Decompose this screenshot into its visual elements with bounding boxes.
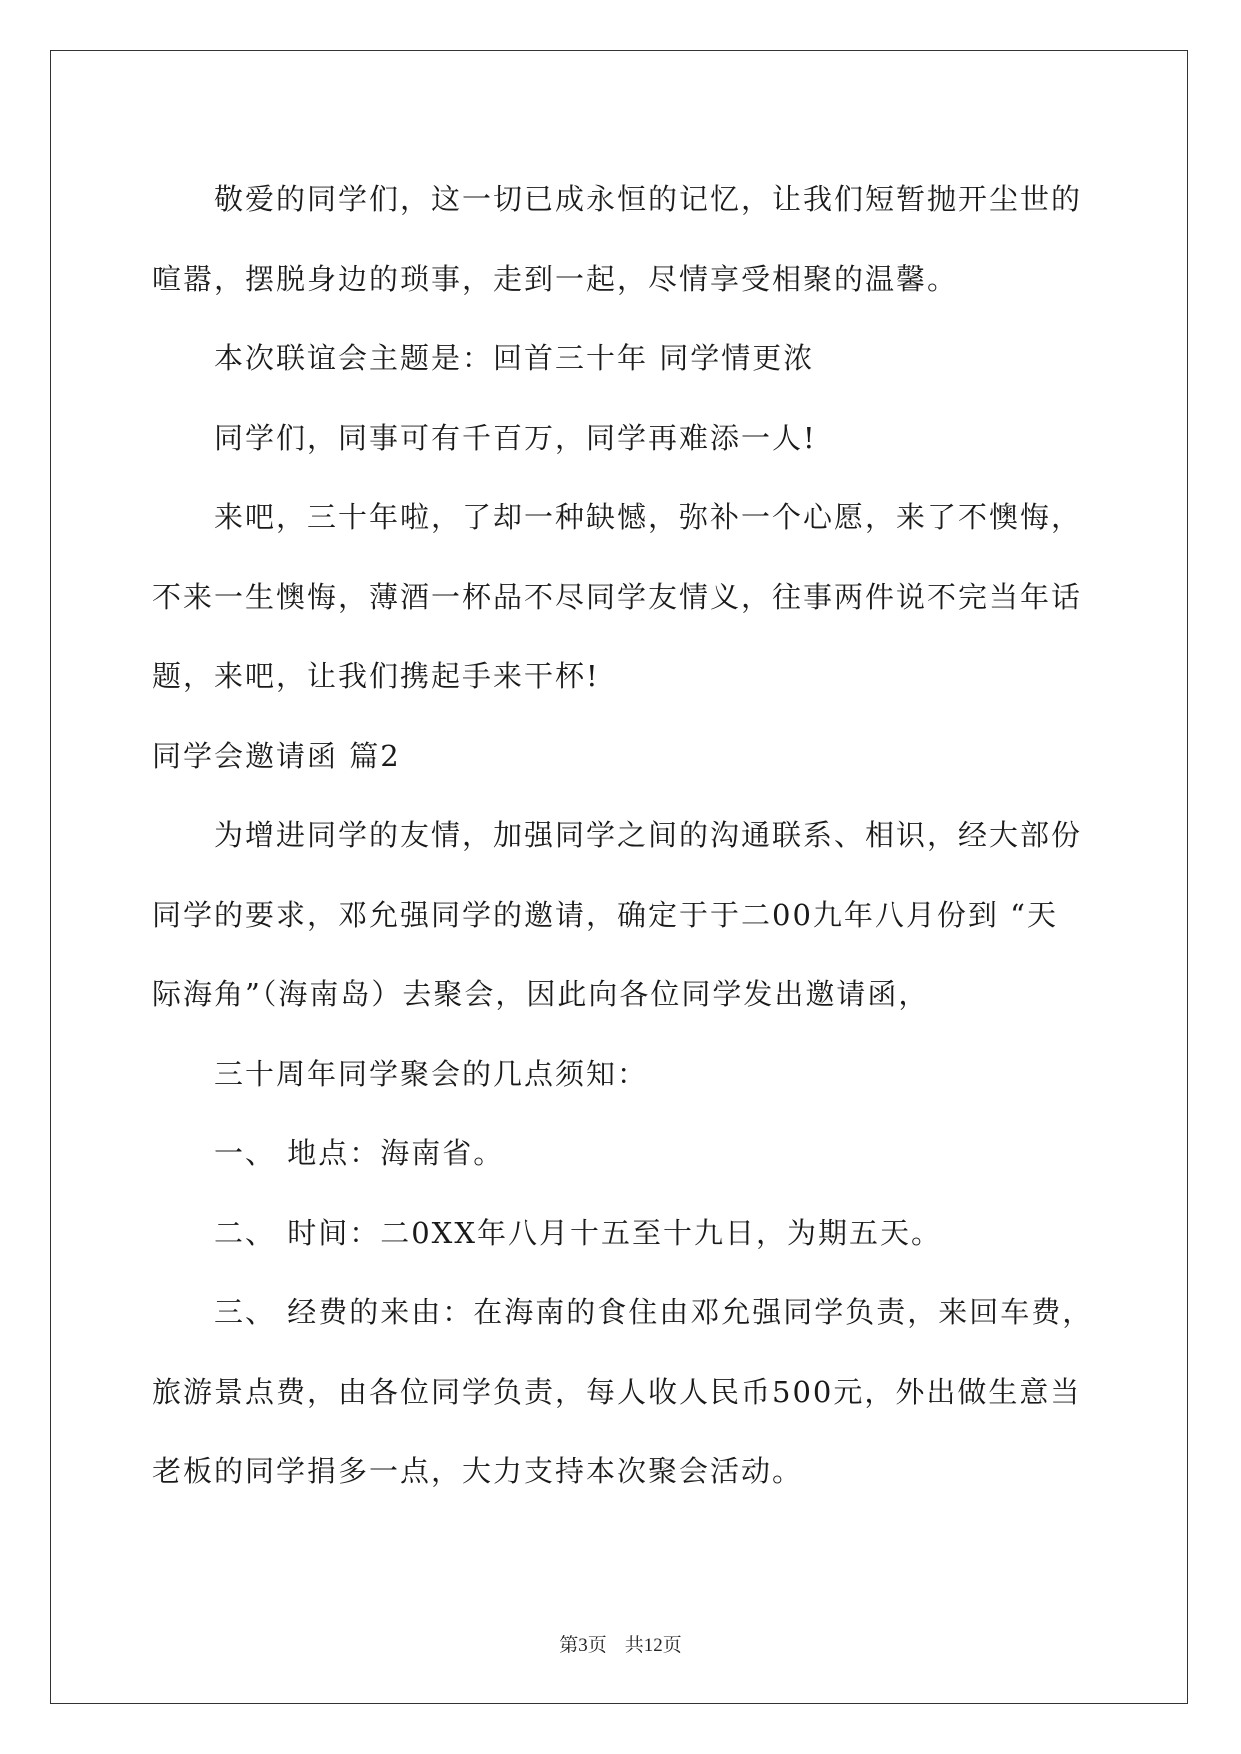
page-number-total: 共12页 — [624, 1635, 682, 1656]
section-heading: 同学会邀请函 篇2 — [152, 738, 401, 773]
paragraph-line: 同学的要求，邓允强同学的邀请，确定于于二00九年八月份到 “天 — [152, 897, 1058, 932]
paragraph-line: 同学们，同事可有千百万，同学再难添一人! — [214, 420, 817, 455]
paragraph-line: 喧嚣，摆脱身边的琐事，走到一起，尽情享受相聚的温馨。 — [152, 261, 959, 296]
theme-line: 本次联谊会主题是：回首三十年 同学情更浓 — [214, 341, 815, 375]
list-item-location: 一、 地点：海南省。 — [214, 1136, 505, 1170]
paragraph-line: 老板的同学捐多一点，大力支持本次聚会活动。 — [152, 1454, 804, 1488]
paragraph-line: 际海角”（海南岛）去聚会，因此向各位同学发出邀请函， — [152, 977, 930, 1011]
page-footer — [0, 1630, 1241, 1657]
paragraph-line: 为增进同学的友情，加强同学之间的沟通联系、相识，经大部份 — [214, 818, 1083, 852]
page-number-current: 第3页 — [559, 1635, 607, 1656]
document-body — [152, 160, 1092, 1512]
paragraph-line: 不来一生懊悔，薄酒一杯品不尽同学友情义，往事两件说不完当年话 — [152, 579, 1083, 614]
notice-heading: 三十周年同学聚会的几点须知： — [214, 1056, 649, 1091]
paragraph-line: 来吧，三十年啦，了却一种缺憾，弥补一个心愿，来了不懊悔， — [214, 500, 1083, 534]
paragraph-line: 敬爱的同学们，这一切已成永恒的记忆，让我们短暂抛开尘世的 — [214, 182, 1083, 216]
list-item-time: 二、 时间：二0XX年八月十五至十九日，为期五天。 — [214, 1215, 942, 1250]
paragraph-line: 旅游景点费，由各位同学负责，每人收人民币500元，外出做生意当 — [152, 1374, 1082, 1409]
paragraph-line: 题，来吧，让我们携起手来干杯! — [152, 659, 600, 693]
list-item-expenses: 三、 经费的来由：在海南的食住由邓允强同学负责，来回车费， — [214, 1295, 1094, 1329]
